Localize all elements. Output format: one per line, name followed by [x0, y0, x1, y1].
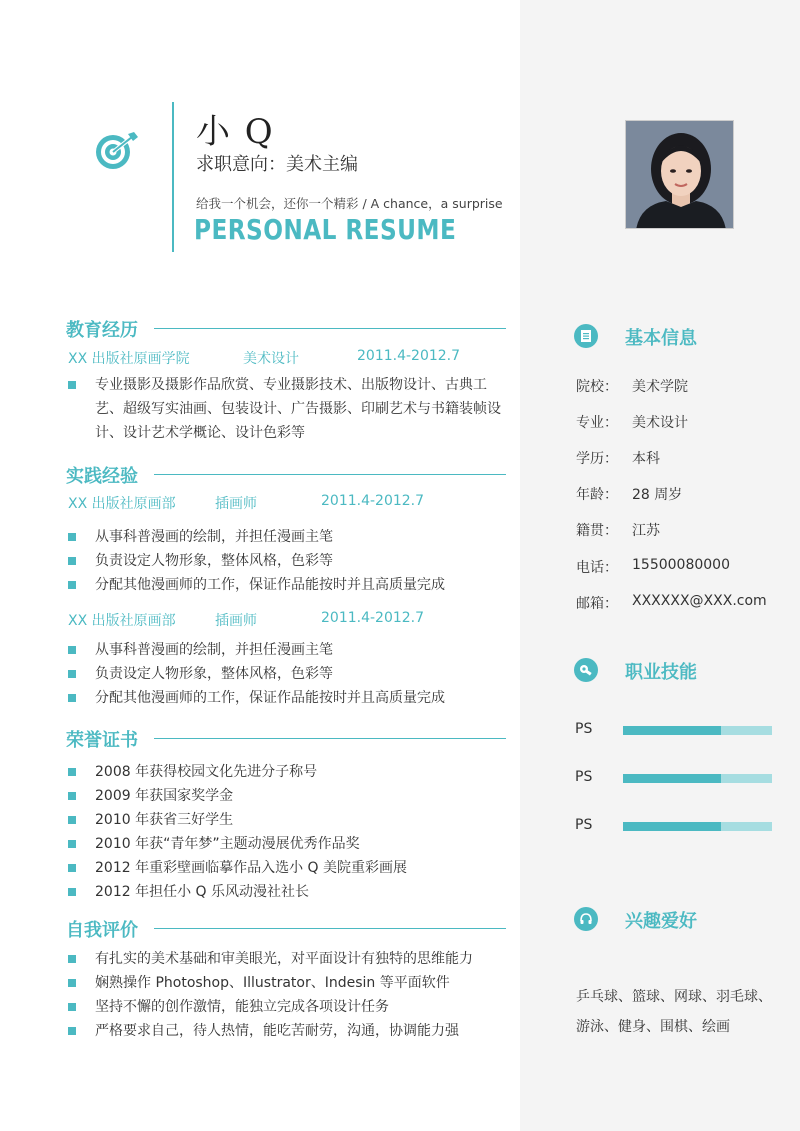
- skill-row: [575, 817, 775, 837]
- profile-photo-illustration: [626, 121, 734, 229]
- bullet-icon: [68, 381, 76, 389]
- skill-bar-track: [623, 774, 772, 783]
- skill-row: [575, 721, 775, 741]
- skill-bar-fill: [623, 774, 721, 783]
- job-duties-list: [68, 525, 508, 597]
- skill-row: [575, 769, 775, 789]
- hobbies-text: 乒乓球、篮球、网球、羽毛球、游泳、健身、围棋、绘画: [576, 989, 772, 1035]
- job-role: 插画师: [215, 496, 257, 512]
- bullet-icon: [68, 840, 76, 848]
- tagline: 给我一个机会，还你一个精彩 / A chance，a surprise: [196, 196, 503, 211]
- skills-title: 职业技能: [625, 662, 697, 683]
- skill-bar-fill: [623, 726, 721, 735]
- experience-divider: [154, 474, 506, 475]
- list-item: 从事科普漫画的绘制，并担任漫画主笔: [68, 638, 508, 662]
- list-item: 2010 年获省三好学生: [68, 808, 508, 832]
- skill-bar-track: [623, 726, 772, 735]
- job-period: 2011.4-2012.7: [321, 493, 425, 509]
- bullet-icon: [68, 955, 76, 963]
- skills-header: [574, 658, 774, 684]
- bullet-icon: [68, 1003, 76, 1011]
- bullet-icon: [68, 864, 76, 872]
- document-icon: [574, 324, 598, 348]
- basic-info-header: [574, 324, 774, 350]
- skill-bar-fill: [623, 822, 721, 831]
- basic-info-title: 基本信息: [625, 328, 697, 349]
- honors-title: 荣誉证书: [66, 730, 138, 751]
- bullet-icon: [68, 816, 76, 824]
- candidate-name: 小 Q: [196, 112, 275, 152]
- profile-photo: [625, 120, 734, 229]
- honors-list: [68, 760, 508, 904]
- bullet-icon: [68, 581, 76, 589]
- list-item: 2008 年获得校园文化先进分子称号: [68, 760, 508, 784]
- skill-name: PS: [575, 769, 593, 785]
- bullet-icon: [68, 792, 76, 800]
- bullet-icon: [68, 768, 76, 776]
- bullet-icon: [68, 888, 76, 896]
- list-item: 分配其他漫画师的工作，保证作品能按时并且高质量完成: [68, 686, 508, 710]
- list-item: 2012 年重彩壁画临摹作品入选小 Q 美院重彩画展: [68, 856, 508, 880]
- list-item: 从事科普漫画的绘制，并担任漫画主笔: [68, 525, 508, 549]
- header-divider: [172, 102, 174, 252]
- skill-name: PS: [575, 817, 593, 833]
- honors-divider: [154, 738, 506, 739]
- education-school: XX 出版社原画学院: [68, 351, 190, 367]
- skill-bar-track: [623, 822, 772, 831]
- list-item: 分配其他漫画师的工作，保证作品能按时并且高质量完成: [68, 573, 508, 597]
- list-item: 负责设定人物形象，整体风格，色彩等: [68, 549, 508, 573]
- self-eval-title: 自我评价: [66, 920, 138, 941]
- self-eval-section-header: [66, 916, 506, 940]
- hobbies-header: [574, 907, 774, 933]
- list-item: 2009 年获国家奖学金: [68, 784, 508, 808]
- experience-section-header: [66, 462, 506, 486]
- education-title: 教育经历: [66, 320, 138, 341]
- list-item: 有扎实的美术基础和审美眼光，对平面设计有独特的思维能力: [68, 947, 508, 971]
- resume-title: PERSONAL RESUME: [194, 213, 457, 246]
- hobbies-title: 兴趣爱好: [625, 911, 697, 932]
- list-item: 负责设定人物形象，整体风格，色彩等: [68, 662, 508, 686]
- education-major: 美术设计: [243, 351, 299, 367]
- bullet-icon: [68, 979, 76, 987]
- list-item: 严格要求自己，待人热情，能吃苦耐劳，沟通，协调能力强: [68, 1019, 508, 1043]
- list-item: 2012 年担任小 Q 乐风动漫社社长: [68, 880, 508, 904]
- list-item: 专业摄影及摄影作品欣赏、专业摄影技术、出版物设计、古典工艺、超级写实油画、包装设计、广告摄影、印刷艺术与书籍装帧设计、设计艺术学概论、设计色彩等: [68, 373, 508, 445]
- education-period: 2011.4-2012.7: [357, 348, 461, 364]
- job-period: 2011.4-2012.7: [321, 610, 425, 626]
- self-eval-list: [68, 947, 508, 1043]
- job-company: XX 出版社原画部: [68, 496, 176, 512]
- bullet-icon: [68, 533, 76, 541]
- bullet-icon: [68, 557, 76, 565]
- headphones-icon: [574, 907, 598, 931]
- bullet-icon: [68, 646, 76, 654]
- education-section-header: [66, 316, 506, 340]
- target-icon: [94, 131, 140, 171]
- job-role: 插画师: [215, 613, 257, 629]
- bullet-icon: [68, 670, 76, 678]
- bullet-icon: [68, 694, 76, 702]
- job-company: XX 出版社原画部: [68, 613, 176, 629]
- list-item: 2010 年获“青年梦”主题动漫展优秀作品奖: [68, 832, 508, 856]
- education-list: [68, 373, 508, 445]
- job-objective: 求职意向：美术主编: [196, 154, 358, 175]
- education-divider: [154, 328, 506, 329]
- experience-title: 实践经验: [66, 466, 138, 487]
- job-duties-list: [68, 638, 508, 710]
- self-eval-divider: [154, 928, 506, 929]
- list-item: 娴熟操作 Photoshop、Illustrator、Indesin 等平面软件: [68, 971, 508, 995]
- list-item: 坚持不懈的创作激情，能独立完成各项设计任务: [68, 995, 508, 1019]
- skill-name: PS: [575, 721, 593, 737]
- bullet-icon: [68, 1027, 76, 1035]
- honors-section-header: [66, 726, 506, 750]
- wrench-icon: [574, 658, 598, 682]
